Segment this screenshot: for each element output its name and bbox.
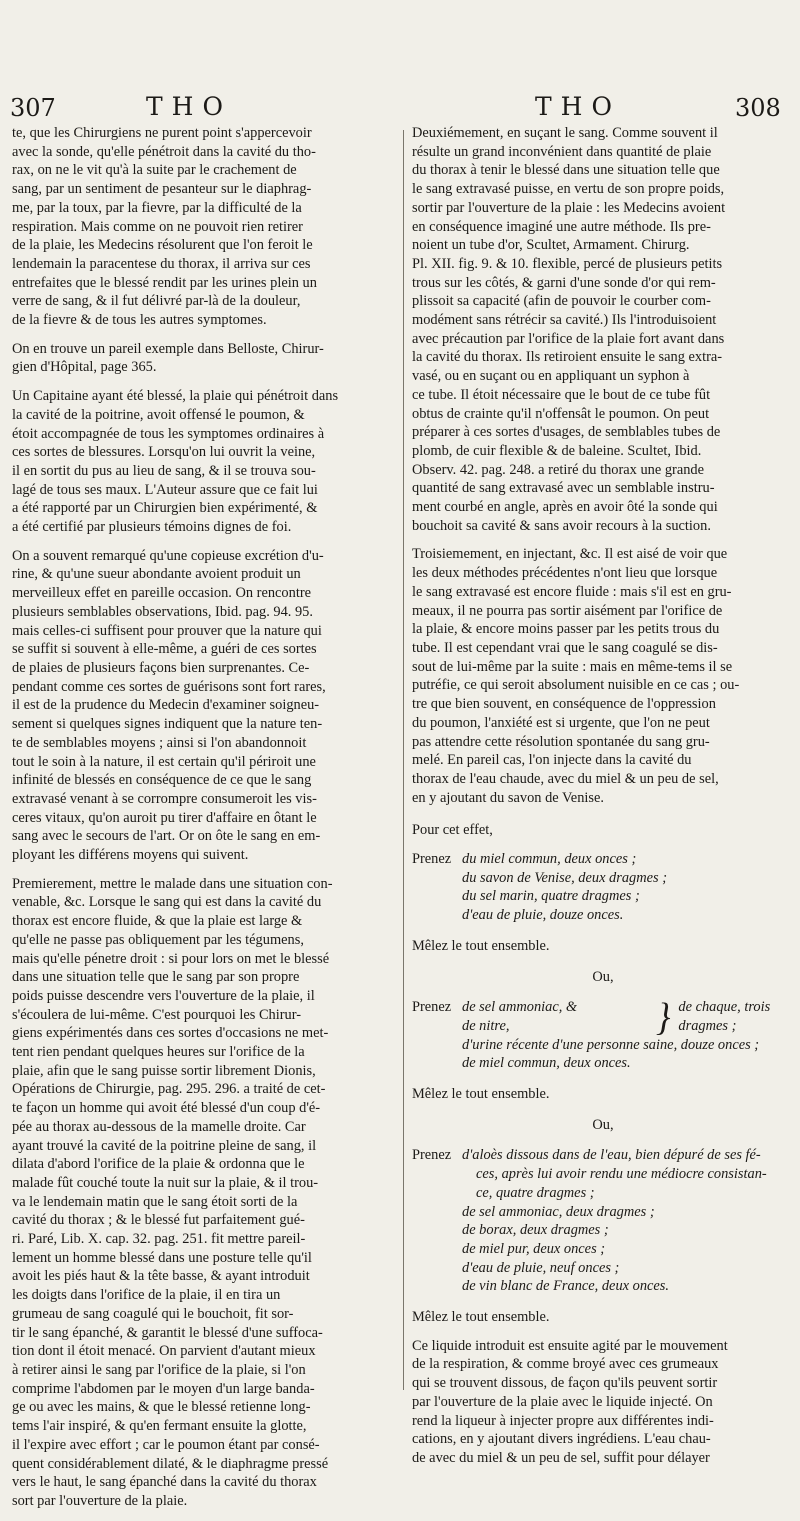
- right-column: [412, 124, 794, 1478]
- text-line: le sang extravasé puisse, en vertu de son propre poids,: [412, 181, 725, 198]
- text-line: rend la liqueur à injecter propre aux différentes indi-: [412, 1412, 714, 1429]
- left-page-number: 307: [10, 94, 56, 122]
- text-line: ge ou avec les mains, & que le blessé retienne long-: [12, 1399, 311, 1416]
- text-line: tre que bien souvent, en conséquence de l'oppression: [412, 696, 716, 713]
- text-line: tir le sang épanché, & garantit le blessé d'une suffoca-: [12, 1324, 323, 1341]
- recipe-3: [412, 1146, 794, 1296]
- text-line: avec précaution par l'orifice de la plaie fort avant dans: [412, 330, 725, 347]
- text-line: il l'expire avec effort ; car le poumon étant par consé-: [12, 1436, 320, 1453]
- text-line: il en sortit du pus au lieu de sang, & il se trouva sou-: [12, 462, 316, 479]
- text-line: cations, en y ajoutant divers ingrédiens. L'eau chau-: [412, 1431, 711, 1448]
- text-line: lendemain la paracentese du thorax, il arriva sur ces: [12, 255, 311, 272]
- text-line: sang avec le secours de l'art. Or on ôte le sang en em-: [12, 828, 321, 845]
- brace-note: [678, 998, 770, 1035]
- text-line: tion dont il étoit menacé. On parvient d'autant mieux: [12, 1343, 316, 1360]
- text-line: respiration. Mais comme on ne pouvoit rien retirer: [12, 218, 303, 235]
- paragraph: [12, 875, 398, 1511]
- text-line: thorax de l'eau chaude, avec du miel & un peu de sel,: [412, 770, 719, 787]
- text-line: la cavité du thorax. Ils retiroient ensuite le sang extra-: [412, 349, 723, 366]
- text-line: melé. En pareil cas, l'on injecte dans la cavité du: [412, 752, 692, 769]
- text-line: du thorax à tenir le blessé dans une situation telle que: [412, 162, 720, 179]
- recipe-intro: Pour cet effet,: [412, 822, 493, 839]
- paragraph: [412, 1337, 794, 1468]
- text-line: verre de sang, & il fut délivré par-là de la douleur,: [12, 293, 301, 310]
- text-line: sortir par l'ouverture de la plaie : les Medecins avoient: [412, 199, 726, 216]
- text-line: plaie, afin que le sang puisse sortir librement Dionis,: [12, 1062, 316, 1079]
- recipe-body: [462, 994, 794, 1073]
- recipe-2: [412, 994, 794, 1073]
- text-line: à retirer ainsi le sang par l'orifice de la plaie, si l'on: [12, 1362, 306, 1378]
- text-line: Deuxiémement, en suçant le sang. Comme souvent il: [412, 125, 718, 141]
- text-line: On en trouve un pareil exemple dans Belloste, Chirur-: [12, 340, 324, 357]
- text-line: de miel pur, deux onces ;: [462, 1240, 606, 1257]
- paragraph: [12, 124, 398, 330]
- text-line: plissoit sa capacité (afin de pouvoir le courber com-: [412, 293, 711, 310]
- text-line: qu'elle ne passe pas obliquement par les tégumens,: [12, 931, 304, 948]
- text-line: la plaie, & encore moins passer par les petits trous du: [412, 621, 720, 638]
- left-column: [12, 124, 398, 1521]
- text-line: vasé, ou en suçant ou en appliquant un syphon à: [412, 368, 690, 385]
- text-line: le sang extravasé est encore fluide : mais s'il est en gru-: [412, 583, 732, 600]
- running-header: [0, 92, 800, 128]
- text-line: Troisiemement, en injectant, &c. Il est aisé de voir que: [412, 546, 728, 563]
- recipe-lead: Prenez: [412, 999, 452, 1016]
- text-line: avoit les piés haut & la tête basse, & ayant introduit: [12, 1268, 310, 1285]
- text-line: thorax est encore fluide, & que la plaie est large &: [12, 913, 303, 930]
- text-line: ce, quatre dragmes ;: [476, 1184, 595, 1201]
- text-line: Pl. XII. fig. 9. & 10. flexible, percé de plusieurs petits: [412, 255, 723, 272]
- text-line: de plaies de plusieurs façons bien surprenantes. Ce-: [12, 659, 310, 676]
- recipe-1: [412, 850, 794, 925]
- text-line: tems l'air inspiré, & qu'en fermant ensuite la glotte,: [12, 1418, 307, 1435]
- text-line: de chaque, trois: [678, 999, 771, 1016]
- or-separator: Ou,: [592, 968, 614, 985]
- paragraph: [12, 340, 398, 377]
- text-line: du poumon, l'anxiété est si urgente, que l'on ne peut: [412, 714, 710, 731]
- text-line: rine, & qu'une sueur abondante avoient produit un: [12, 566, 301, 583]
- text-line: merveilleux effet en pareille occasion. On rencontre: [12, 585, 311, 602]
- left-running-head: THO: [146, 92, 232, 121]
- text-line: quantité de sang extravasé avec un semblable instru-: [412, 480, 715, 497]
- text-line: entrefaites que le blessé rendit par les urines plein un: [12, 274, 317, 291]
- text-line: ce tube. Il étoit nécessaire que le bout de ce tube fût: [412, 386, 711, 403]
- text-line: les deux méthodes précédentes n'ont lieu que lorsque: [412, 565, 718, 582]
- text-line: tout le soin à la nature, il est certain qu'il périroit une: [12, 753, 316, 770]
- recipe-lines: [462, 1036, 794, 1073]
- text-line: du miel commun, deux onces ;: [462, 851, 637, 868]
- paragraph: [412, 545, 794, 807]
- text-line: comprime l'abdomen par le moyen d'un large banda-: [12, 1380, 315, 1397]
- text-line: du savon de Venise, deux dragmes ;: [462, 869, 668, 886]
- text-line: d'eau de pluie, douze onces.: [462, 907, 624, 924]
- text-line: lagé de tous ses maux. L'Auteur assure que ce fait lui: [12, 481, 318, 498]
- text-line: les doigts dans l'orifice de la plaie, il en tira un: [12, 1287, 281, 1304]
- text-line: Premierement, mettre le malade dans une situation con-: [12, 875, 333, 892]
- text-line: la cavité de la poitrine, avoit offensé le poumon, &: [12, 406, 305, 423]
- text-line: préparer à ces sortes d'usages, de semblables tubes de: [412, 424, 721, 441]
- mix-instruction: Mêlez le tout ensemble.: [412, 1309, 550, 1326]
- paragraph: [12, 547, 398, 865]
- text-line: va le lendemain matin que le sang étoit sorti de la: [12, 1193, 298, 1210]
- text-line: ri. Paré, Lib. X. cap. 32. pag. 251. fit mettre pareil-: [12, 1231, 306, 1248]
- text-line: sort par l'ouverture de la plaie.: [12, 1492, 188, 1509]
- mix-instruction: Mêlez le tout ensemble.: [412, 1086, 550, 1103]
- text-line: a été rapporté par un Chirurgien bien expérimenté, &: [12, 500, 318, 517]
- text-line: Un Capitaine ayant été blessé, la plaie qui pénétroit dans: [12, 388, 339, 405]
- text-line: de sel ammoniac, &: [462, 999, 578, 1016]
- text-line: de la fievre & de tous les autres symptomes.: [12, 312, 267, 329]
- text-line: avec la sonde, qu'elle pénétroit dans la cavité du tho-: [12, 143, 316, 160]
- text-line: par l'ouverture de la plaie avec le liquide injecté. On: [412, 1393, 713, 1410]
- text-line: Observ. 42. pag. 248. a retiré du thorax une grande: [412, 461, 704, 478]
- text-line: dans une situation telle que le sang par son propre: [12, 969, 300, 986]
- text-line: mais qu'elle pénetre droit : si pour lors on met le blessé: [12, 950, 330, 967]
- brace-items: [462, 998, 652, 1035]
- text-line: putréfie, ce qui seroit absolument nuisible en ce cas ; ou-: [412, 677, 740, 694]
- text-line: ces sortes de blessures. Lorsqu'on lui ouvrit la veine,: [12, 444, 316, 461]
- text-line: venable, &c. Lorsque le sang qui est dans la cavité du: [12, 894, 322, 911]
- text-line: te, que les Chirurgiens ne purent point s'appercevoir: [12, 125, 312, 141]
- text-line: ployant les différens moyens qui suivent.: [12, 847, 249, 864]
- text-line: malade fût couché toute la nuit sur la plaie, & il trou-: [12, 1174, 319, 1191]
- text-line: de la respiration, & comme broyé avec ces grumeaux: [412, 1356, 719, 1373]
- text-line: modément sans rétrécir sa cavité.) Ils l'introduisoient: [412, 312, 717, 329]
- text-line: vers le haut, le sang épanché dans la cavité du thorax: [12, 1474, 317, 1491]
- text-line: pée au thorax au-dessous de la mamelle droite. Car: [12, 1118, 306, 1135]
- text-line: de avec du miel & un peu de sel, suffit pour délayer: [412, 1450, 710, 1466]
- text-line: de sel ammoniac, deux dragmes ;: [462, 1203, 655, 1220]
- recipe-lead: Prenez: [412, 851, 452, 868]
- text-line: de nitre,: [462, 1017, 510, 1034]
- text-line: en y ajoutant du savon de Venise.: [412, 789, 604, 806]
- text-line: te de semblables moyens ; ainsi si l'on abandonnoit: [12, 734, 307, 751]
- text-line: de miel commun, deux onces.: [462, 1055, 631, 1072]
- brace-group: [462, 994, 794, 1039]
- text-line: giens expérimentés dans ces sortes d'occasions ne met-: [12, 1025, 329, 1042]
- text-line: de la plaie, les Medecins résolurent que l'on feroit le: [12, 237, 313, 254]
- text-line: sement si quelques signes indiquent que la nature ten-: [12, 716, 323, 733]
- text-line: rax, on ne le vit qu'à la suite par le crachement de: [12, 162, 297, 179]
- text-line: Opérations de Chirurgie, pag. 295. 296. a traité de cet-: [12, 1081, 326, 1098]
- text-line: quent considérablement dilaté, & le diaphragme pressé: [12, 1455, 329, 1472]
- right-page-number: 308: [735, 94, 781, 122]
- recipe-lead: Prenez: [412, 1147, 452, 1164]
- text-line: tube. Il est cependant vrai que le sang coagulé se dis-: [412, 639, 718, 656]
- text-line: qui se trouvent dissous, de façon qu'ils peuvent sortir: [412, 1375, 718, 1392]
- text-line: sout de lui-même par la suite : mais en même-tems il se: [412, 658, 733, 675]
- text-line: plomb, de cuir flexible & de baleine. Scultet, Ibid.: [412, 442, 702, 459]
- text-line: me, par la toux, par la fievre, par la difficulté de la: [12, 199, 302, 216]
- column-divider: [403, 130, 404, 1390]
- text-line: cavité du thorax ; & le blessé fut parfaitement gué-: [12, 1212, 305, 1229]
- text-line: a été certifié par plusieurs témoins dignes de foi.: [12, 519, 292, 536]
- recipe-lines: [462, 1146, 794, 1296]
- text-line: dragmes ;: [678, 1017, 737, 1034]
- text-line: s'écoulera de lui-même. C'est pourquoi les Chirur-: [12, 1006, 302, 1023]
- text-line: Ce liquide introduit est ensuite agité par le mouvement: [412, 1337, 728, 1354]
- text-line: noient un tube d'or, Scultet, Armament. Chirurg.: [412, 237, 690, 254]
- text-line: se suffit si souvent à elle-même, a guéri de ces sortes: [12, 641, 317, 658]
- text-line: ceres vitaux, qu'on auroit pu tirer d'affaire en ôtant le: [12, 809, 317, 826]
- text-line: du sel marin, quatre dragmes ;: [462, 888, 640, 905]
- text-line: extravasé venant à se corrompre consumeroit les vis-: [12, 790, 317, 807]
- text-line: gien d'Hôpital, page 365.: [12, 359, 157, 376]
- paragraph: [12, 387, 398, 537]
- text-line: étoit accompagnée de tous les symptomes ordinaires à: [12, 425, 325, 442]
- text-line: dilata d'abord l'orifice de la plaie & ordonna que le: [12, 1156, 305, 1173]
- text-line: d'eau de pluie, neuf onces ;: [462, 1259, 620, 1276]
- text-line: de borax, deux dragmes ;: [462, 1222, 609, 1239]
- text-line: d'urine récente d'une personne saine, douze onces ;: [462, 1036, 760, 1053]
- text-line: tent rien pendant quelques heures sur l'orifice de la: [12, 1044, 305, 1061]
- text-line: poids puisse descendre vers l'ouverture de la plaie, il: [12, 987, 315, 1004]
- text-line: plusieurs semblables observations, Ibid. pag. 94. 95.: [12, 603, 313, 620]
- recipe-lines: [462, 850, 794, 925]
- text-line: trous sur les côtés, & garni d'une sonde d'or qui rem-: [412, 274, 716, 291]
- text-line: il est de la prudence du Medecin d'examiner soigneu-: [12, 697, 320, 714]
- text-line: mais celles-ci suffisent pour prouver que la nature qui: [12, 622, 322, 639]
- text-line: obtus de crainte qu'il n'offensât le poumon. On peut: [412, 405, 710, 422]
- text-line: de vin blanc de France, deux onces.: [462, 1278, 669, 1295]
- paragraph: [412, 124, 794, 535]
- text-line: en conséquence imaginé une autre méthode. Ils pre-: [412, 218, 711, 235]
- text-line: bouchoit sa cavité & sans avoir recours à la suction.: [412, 517, 711, 534]
- text-line: résulte un grand inconvénient dans quantité de plaie: [412, 143, 712, 160]
- text-line: pendant comme ces sortes de guérisons sont fort rares,: [12, 678, 326, 695]
- text-line: ayant trouvé la cavité de la poitrine pleine de sang, il: [12, 1137, 317, 1154]
- text-line: pas attendre cette résolution spontanée du sang gru-: [412, 733, 710, 750]
- brace-glyph: }: [656, 994, 671, 1039]
- or-separator: Ou,: [592, 1116, 614, 1133]
- mix-instruction: Mêlez le tout ensemble.: [412, 937, 550, 954]
- text-line: ment courbé en angle, après en avoir ôté la sonde qui: [412, 499, 718, 516]
- text-line: sang, par un sentiment de pesanteur sur le diaphrag-: [12, 181, 312, 198]
- text-line: grumeau de sang coagulé qui le bouchoit, fit sor-: [12, 1305, 294, 1322]
- text-line: te façon un homme qui avoit été blessé d'un coup d'é-: [12, 1100, 321, 1117]
- text-line: meaux, il ne pourra pas sortir aisément par l'orifice de: [412, 602, 723, 619]
- text-line: On a souvent remarqué qu'une copieuse excrétion d'u-: [12, 547, 324, 564]
- text-line: ces, après lui avoir rendu une médiocre consistan-: [476, 1166, 767, 1183]
- text-line: infinité de blessés en conséquence de ce que le sang: [12, 772, 312, 789]
- text-line: lement un homme blessé dans une posture telle qu'il: [12, 1249, 312, 1266]
- text-line: d'aloès dissous dans de l'eau, bien dépuré de ses fé-: [462, 1147, 761, 1164]
- right-running-head: THO: [535, 92, 621, 121]
